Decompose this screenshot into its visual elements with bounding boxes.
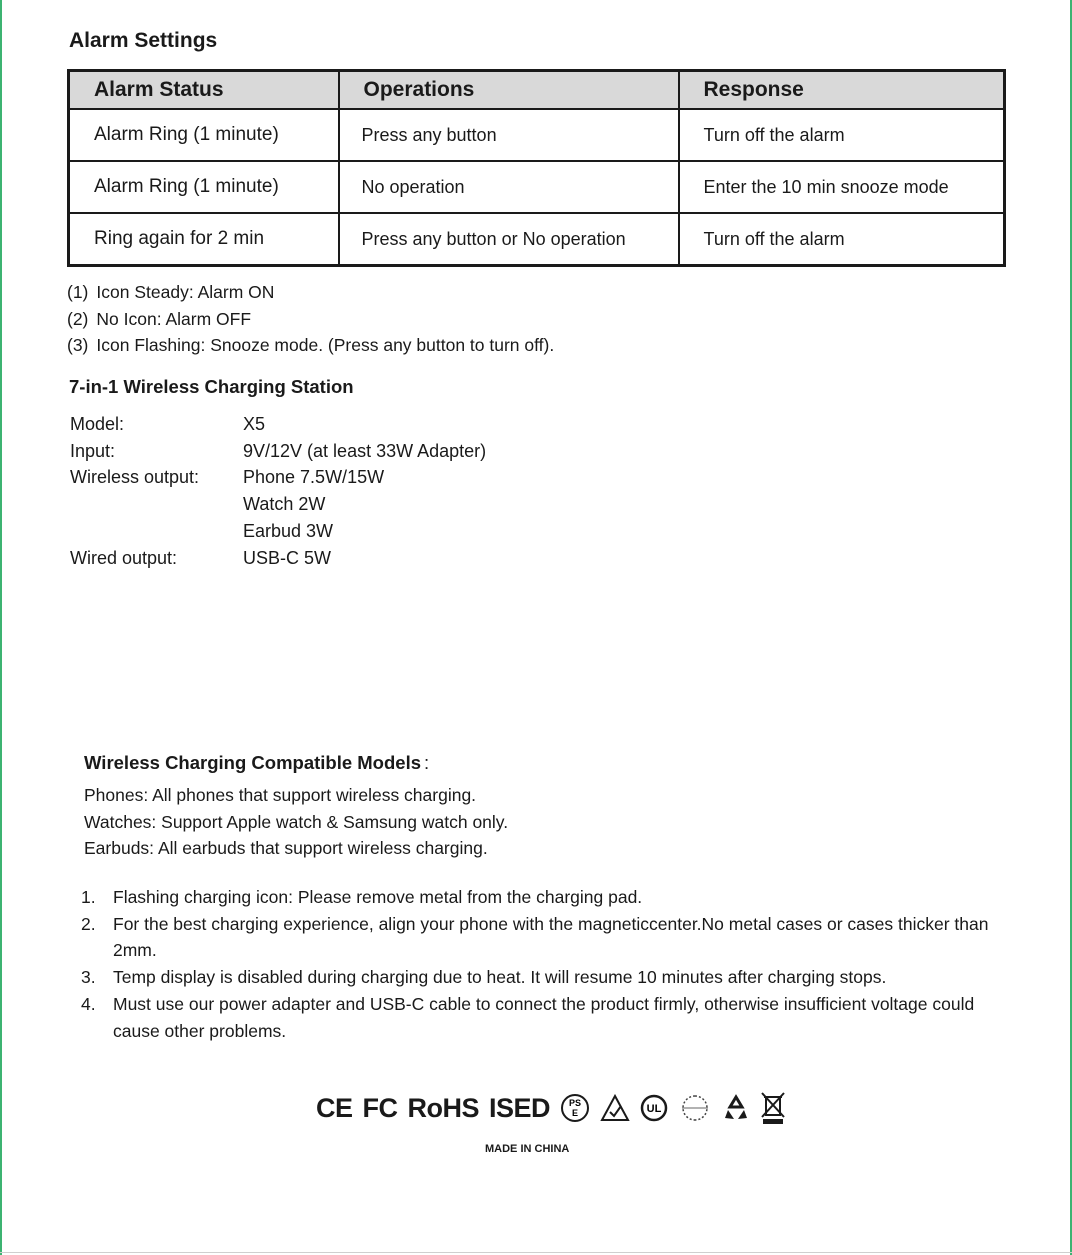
tip-number: 4. bbox=[81, 993, 96, 1014]
usage-tips bbox=[81, 884, 1001, 1044]
spec-key: Wired output: bbox=[70, 547, 178, 568]
spec-row bbox=[70, 545, 486, 572]
alarm-settings-title: Alarm Settings bbox=[69, 29, 218, 52]
list-item bbox=[67, 332, 554, 359]
cell-alarm-status: Alarm Ring (1 minute) bbox=[69, 161, 339, 213]
list-item bbox=[67, 279, 554, 306]
cell-response: Turn off the alarm bbox=[679, 109, 1005, 161]
table-row bbox=[69, 109, 1005, 161]
note-text: No Icon: Alarm OFF bbox=[96, 308, 252, 329]
compatible-models-list bbox=[84, 782, 508, 862]
fcc-mark: FC bbox=[362, 1092, 398, 1123]
weee-bin-icon bbox=[760, 1091, 786, 1125]
page-edge-left bbox=[0, 0, 2, 1255]
spec-row bbox=[70, 518, 486, 545]
spec-value: X5 bbox=[243, 414, 266, 434]
made-in-label: MADE IN CHINA bbox=[485, 1143, 570, 1155]
tip-number: 1. bbox=[81, 887, 96, 907]
list-item bbox=[67, 306, 554, 333]
header-alarm-status: Alarm Status bbox=[69, 71, 339, 110]
spec-row bbox=[70, 491, 486, 518]
spec-key: Wireless output: bbox=[70, 467, 200, 488]
heading-colon: : bbox=[424, 752, 430, 773]
tip-text: For the best charging experience, align your phone with the magneticcenter.No metal cases or cases thicker than 2mm. bbox=[113, 913, 989, 961]
tip-number: 2. bbox=[81, 913, 96, 934]
spec-value: Phone 7.5W/15W bbox=[243, 467, 385, 488]
ised-mark: ISED bbox=[489, 1092, 551, 1123]
list-item: Earbuds: All earbuds that support wireless charging. bbox=[84, 838, 488, 859]
list-item: Phones: All phones that support wireless charging. bbox=[84, 785, 477, 805]
spec-value: 9V/12V (at least 33W Adapter) bbox=[243, 440, 487, 461]
tip-text: Must use our power adapter and USB-C cable to connect the product firmly, otherwise insufficient voltage could cause other problems. bbox=[113, 993, 975, 1041]
pse-icon bbox=[560, 1093, 590, 1123]
list-item: Watches: Support Apple watch & Samsung watch only. bbox=[84, 811, 509, 832]
header-operations: Operations bbox=[339, 71, 679, 110]
ul-icon bbox=[640, 1094, 668, 1122]
rohs-mark: RoHS bbox=[407, 1092, 480, 1123]
ce-mark: CE bbox=[316, 1092, 353, 1123]
note-text: Icon Steady: Alarm ON bbox=[96, 282, 275, 302]
cell-alarm-status: Ring again for 2 min bbox=[69, 213, 339, 266]
tip-text: Temp display is disabled during charging due to heat. It will resume 10 minutes after charging stops. bbox=[113, 967, 887, 988]
cell-alarm-status: Alarm Ring (1 minute) bbox=[69, 109, 339, 161]
list-item bbox=[81, 991, 1001, 1044]
spec-value: Earbud 3W bbox=[243, 520, 334, 541]
spec-list bbox=[70, 411, 486, 571]
svg-text:PS: PS bbox=[569, 1098, 582, 1108]
list-item bbox=[81, 884, 1001, 911]
cell-operation: No operation bbox=[339, 161, 679, 213]
table-row bbox=[69, 161, 1005, 213]
list-item bbox=[81, 911, 1001, 964]
cell-response: Enter the 10 min snooze mode bbox=[679, 161, 1005, 213]
tip-text: Flashing charging icon: Please remove metal from the charging pad. bbox=[113, 887, 643, 907]
spec-key: Input: bbox=[70, 440, 116, 461]
spec-row bbox=[70, 464, 486, 491]
cell-operation: Press any button or No operation bbox=[339, 213, 679, 266]
note-number: (2) bbox=[67, 308, 89, 329]
spec-row bbox=[70, 438, 486, 465]
spec-key bbox=[70, 518, 243, 545]
svg-text:E: E bbox=[572, 1108, 579, 1118]
spec-value: Watch 2W bbox=[243, 494, 326, 515]
spec-key bbox=[70, 491, 243, 518]
alarm-settings-table bbox=[67, 69, 1006, 267]
page-bottom-rule bbox=[0, 1252, 1072, 1253]
spec-key: Model: bbox=[70, 414, 125, 434]
table-header-row bbox=[69, 71, 1005, 110]
list-item bbox=[81, 964, 1001, 991]
cell-operation: Press any button bbox=[339, 109, 679, 161]
header-response: Response bbox=[679, 71, 1005, 110]
recycle-icon bbox=[722, 1094, 750, 1122]
certification-marks bbox=[316, 1091, 786, 1125]
note-number: (1) bbox=[67, 282, 89, 302]
station-title: 7-in-1 Wireless Charging Station bbox=[69, 376, 354, 397]
compatible-models-heading: Wireless Charging Compatible Models bbox=[84, 752, 422, 773]
rcm-icon bbox=[600, 1094, 630, 1122]
spec-value: USB-C 5W bbox=[243, 547, 332, 568]
svg-text:UL: UL bbox=[646, 1103, 662, 1115]
note-number: (3) bbox=[67, 335, 89, 355]
tip-number: 3. bbox=[81, 967, 96, 988]
icasa-icon bbox=[678, 1093, 712, 1123]
compatible-models-title bbox=[84, 752, 429, 774]
note-text: Icon Flashing: Snooze mode. (Press any button to turn off). bbox=[96, 335, 555, 355]
cell-response: Turn off the alarm bbox=[679, 213, 1005, 266]
spec-row bbox=[70, 411, 486, 438]
table-row bbox=[69, 213, 1005, 266]
alarm-icon-notes bbox=[67, 279, 554, 359]
